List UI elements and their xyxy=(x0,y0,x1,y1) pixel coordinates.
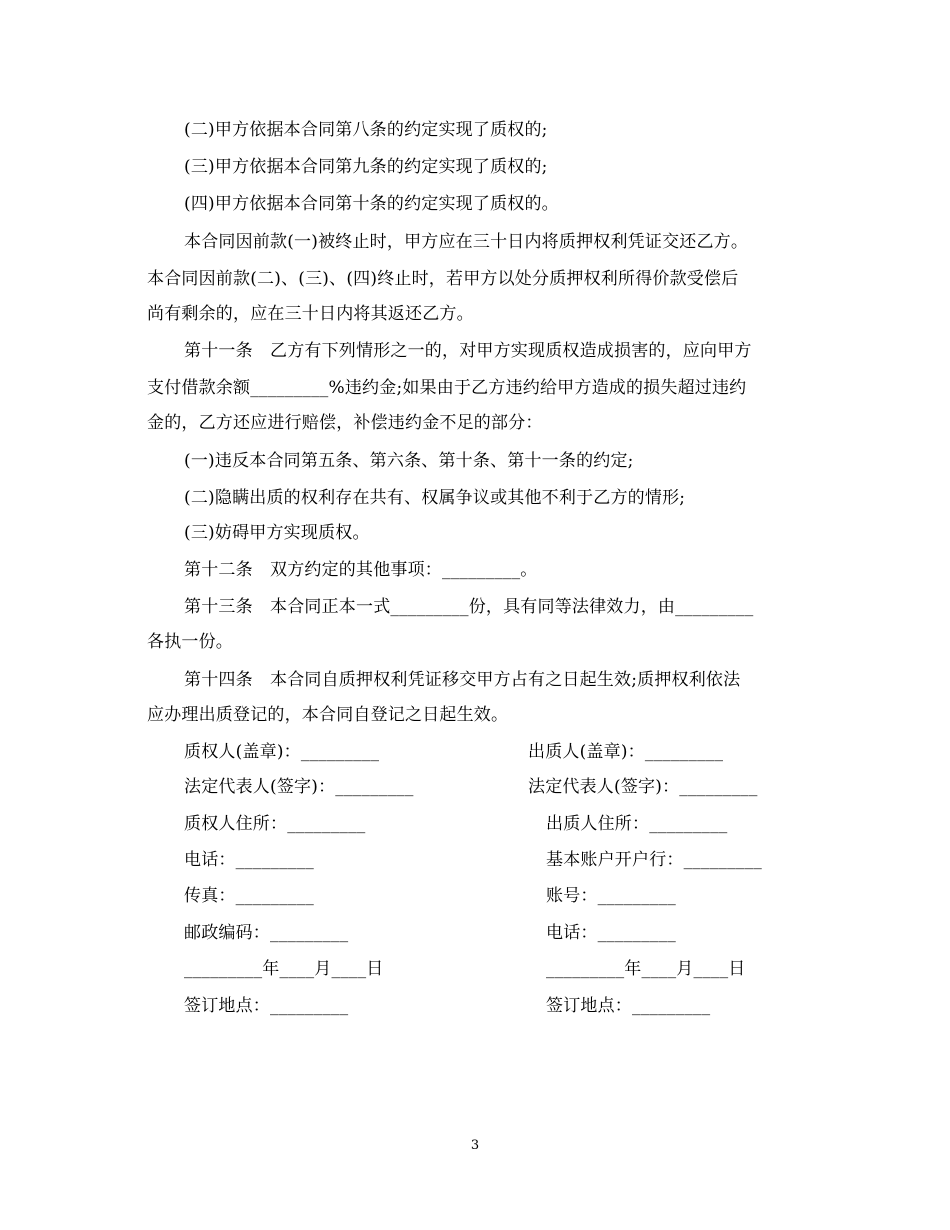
pledgee-representative-field: 法定代表人(签字)：_________ xyxy=(184,777,414,797)
pledgee-signing-place-field: 签订地点：_________ xyxy=(184,996,349,1016)
pledgor-bank-field: 基本账户开户行：_________ xyxy=(546,850,762,870)
pledgee-postcode-field: 邮政编码：_________ xyxy=(184,923,349,943)
paragraph-line: 支付借款余额_________%违约金;如果由于乙方违约给甲方造成的损失超过违约 xyxy=(147,378,747,398)
article-14-heading: 第十四条 本合同自质押权利凭证移交甲方占有之日起生效;质押权利依法 xyxy=(184,670,741,690)
pledgor-seal-field: 出质人(盖章)：_________ xyxy=(528,742,724,762)
paragraph-line: 本合同因前款(二)、(三)、(四)终止时，若甲方以处分质押权利所得价款受偿后 xyxy=(147,269,739,289)
article-12-heading: 第十二条 双方约定的其他事项：_________。 xyxy=(184,560,538,580)
paragraph-line: (四)甲方依据本合同第十条的约定实现了质权的。 xyxy=(184,194,559,214)
pledgor-date-field: _________年____月____日 xyxy=(546,959,746,979)
pledgee-phone-field: 电话：_________ xyxy=(184,850,314,870)
pledgor-signing-place-field: 签订地点：_________ xyxy=(546,996,711,1016)
pledgor-representative-field: 法定代表人(签字)：_________ xyxy=(528,777,758,797)
pledgee-seal-field: 质权人(盖章)：_________ xyxy=(184,742,380,762)
paragraph-line: (三)甲方依据本合同第九条的约定实现了质权的; xyxy=(184,157,548,177)
article-13-heading: 第十三条 本合同正本一式_________份，具有同等法律效力，由_________ xyxy=(184,597,754,617)
article-11-heading: 第十一条 乙方有下列情形之一的，对甲方实现质权造成损害的，应向甲方 xyxy=(184,341,752,361)
paragraph-line: 应办理出质登记的，本合同自登记之日起生效。 xyxy=(147,705,509,725)
paragraph-line: 金的，乙方还应进行赔偿，补偿违约金不足的部分： xyxy=(147,413,543,433)
pledgee-address-field: 质权人住所：_________ xyxy=(184,814,366,834)
paragraph-line: (三)妨碍甲方实现质权。 xyxy=(184,523,370,543)
paragraph-line: (一)违反本合同第五条、第六条、第十条、第十一条的约定; xyxy=(184,451,634,471)
pledgor-account-field: 账号：_________ xyxy=(546,886,676,906)
pledgor-address-field: 出质人住所：_________ xyxy=(546,814,728,834)
pledgor-phone-field: 电话：_________ xyxy=(546,923,676,943)
page-number: 3 xyxy=(470,1138,480,1153)
pledgee-fax-field: 传真：_________ xyxy=(184,886,314,906)
paragraph-line: (二)甲方依据本合同第八条的约定实现了质权的; xyxy=(184,120,548,140)
paragraph-line: (二)隐瞒出质的权利存在共有、权属争议或其他不利于乙方的情形; xyxy=(184,488,686,508)
paragraph-line: 各执一份。 xyxy=(147,632,233,652)
pledgee-date-field: _________年____月____日 xyxy=(184,959,384,979)
paragraph-line: 尚有剩余的，应在三十日内将其返还乙方。 xyxy=(147,304,474,324)
paragraph-line: 本合同因前款(一)被终止时，甲方应在三十日内将质押权利凭证交还乙方。 xyxy=(184,232,749,252)
